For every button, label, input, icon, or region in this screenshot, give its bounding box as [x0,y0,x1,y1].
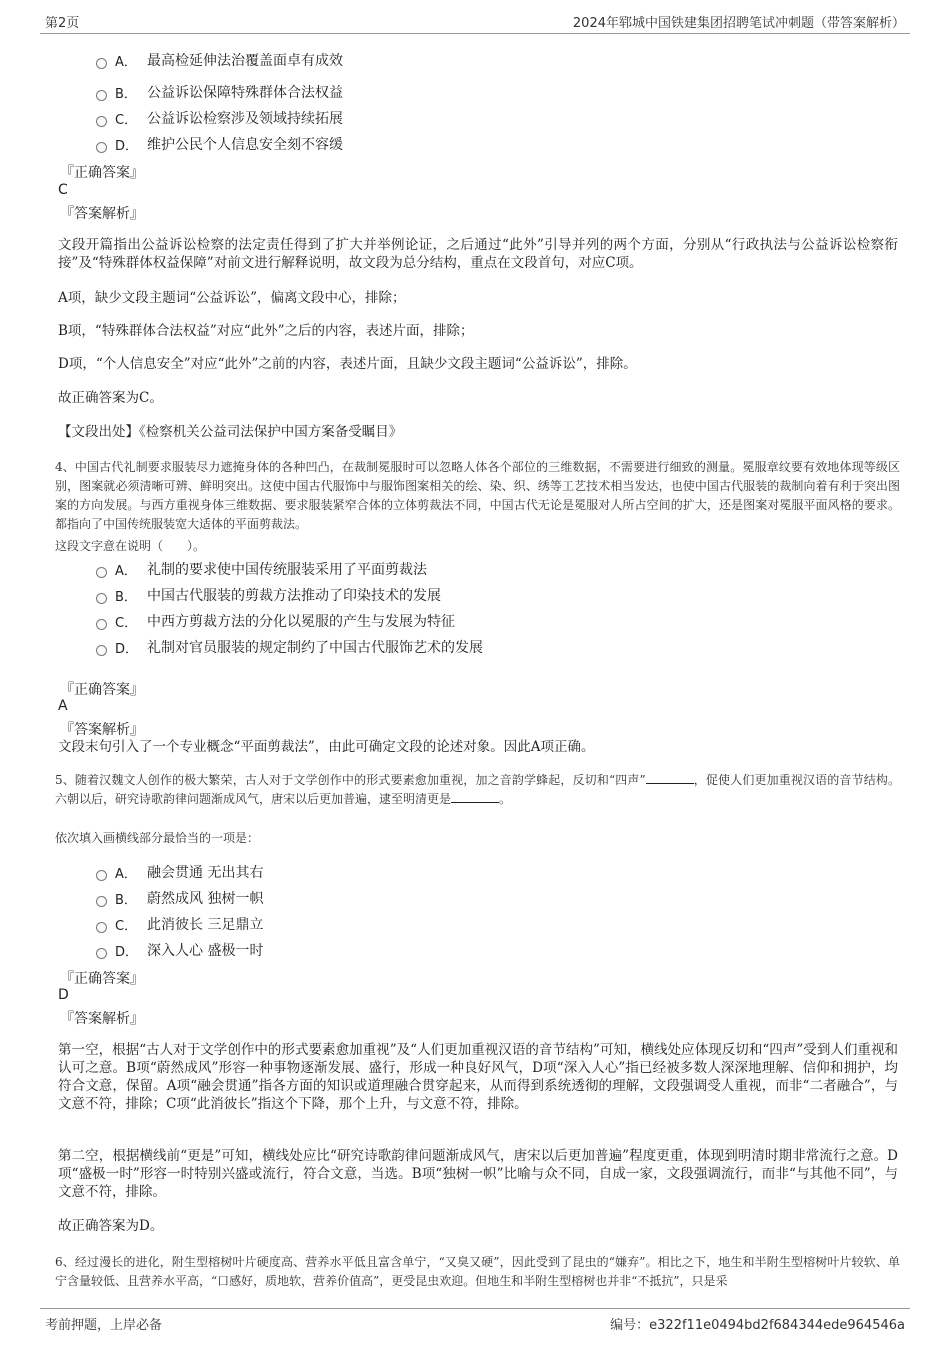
q5-option-b[interactable] [96,886,263,910]
radio-icon[interactable] [96,90,107,101]
fill-blank-1[interactable] [646,772,694,784]
radio-icon[interactable] [96,593,107,604]
q6-stem: 6、经过漫长的进化，附生型榕树叶片硬度高、营养水平低且富含单宁，“又臭又硬”，因此受到了昆虫的“嫌弃”。相比之下，地生和半附生型榕树叶片较软、单宁含量较低、且营养水平高，“口感好，质地软，营养价值高”，更受昆虫欢迎。但地生和半附生型榕树也并非“不抵抗”，只是采 [55,1255,900,1288]
option-letter: A． [115,563,137,579]
header-divider [40,33,910,34]
q3-analysis-main: 文段开篇指出公益诉讼检察的法定责任得到了扩大并举例论证，之后通过“此外”引导并列的两个方面，分别从“行政执法与公益诉讼检察衔接”及“特殊群体权益保障”对前文进行解释说明，故文段为总分结构，重点在文段首句，对应C项。 [58,237,898,271]
option-text: 公益诉讼检察涉及领域持续拓展 [147,111,343,127]
radio-icon[interactable] [96,116,107,127]
q5-stem-part3: 。 [499,792,512,806]
radio-icon[interactable] [96,948,107,959]
q3-analysis-b: B项，“特殊群体合法权益”对应“此外”之后的内容，表述片面，排除； [58,323,474,339]
q5-analysis-tag: 『答案解析』 [60,1011,144,1027]
option-letter: C． [115,112,138,128]
fill-blank-2[interactable] [451,791,499,803]
q5-answer-tag: 『正确答案』 [60,971,144,987]
option-text: 中西方剪裁方法的分化以冕服的产生与发展为特征 [147,614,455,630]
radio-icon[interactable] [96,870,107,881]
radio-icon[interactable] [96,142,107,153]
q5-stem [55,771,900,809]
option-text: 维护公民个人信息安全刻不容缓 [147,137,343,153]
option-text: 礼制的要求使中国传统服装采用了平面剪裁法 [147,562,427,578]
q3-source: 【文段出处】《检察机关公益司法保护中国方案备受瞩目》 [58,424,403,440]
radio-icon[interactable] [96,922,107,933]
q4-analysis-tag: 『答案解析』 [60,722,144,738]
q3-option-a[interactable] [96,48,343,72]
option-letter: D． [115,641,139,657]
radio-icon[interactable] [96,619,107,630]
q4-answer: A [58,698,68,714]
q3-answer: C [58,182,68,198]
q4-option-b[interactable] [96,583,441,607]
q5-conclusion: 故正确答案为D。 [58,1218,164,1234]
radio-icon[interactable] [96,896,107,907]
q5-option-a[interactable] [96,860,263,884]
option-letter: A． [115,866,137,882]
q3-option-d[interactable] [96,132,343,156]
q5-option-d[interactable] [96,938,263,962]
document-title: 2024年郓城中国铁建集团招聘笔试冲刺题（带答案解析） [572,16,905,31]
q4-prompt: 这段文字意在说明（ ）。 [55,539,206,553]
q3-analysis-tag: 『答案解析』 [60,206,144,222]
radio-icon[interactable] [96,567,107,578]
radio-icon[interactable] [96,58,107,69]
q4-answer-tag: 『正确答案』 [60,682,144,698]
q5-option-c[interactable] [96,912,263,936]
q3-conclusion: 故正确答案为C。 [58,390,163,406]
q4-option-d[interactable] [96,635,483,659]
q5-answer: D [58,987,69,1003]
q3-option-c[interactable] [96,106,343,130]
option-text: 公益诉讼保障特殊群体合法权益 [147,85,343,101]
option-letter: C． [115,615,138,631]
footer-slogan: 考前押题，上岸必备 [45,1318,163,1333]
q4-option-c[interactable] [96,609,455,633]
option-text: 融会贯通 无出其右 [147,865,264,881]
option-text: 深入人心 盛极一时 [147,943,264,959]
option-text: 最高检延伸法治覆盖面卓有成效 [147,53,343,69]
q4-stem: 4、中国古代礼制要求服装尽力遮掩身体的各种凹凸，在裁制冕服时可以忽略人体各个部位的三维数据，不需要进行细致的测量。冕服章纹要有效地体现等级区别，图案就必须清晰可辨、鲜明突出。这使中国古代服饰中与服饰图案相关的绘、染、织、绣等工艺技术相当发达，也使中国古代服装的裁制向着有利于突出图案的方向发展。与西方重视身体三维数据、要求服装紧窄合体的立体剪裁法不同，中国古代无论是冕服对人所占空间的扩大，还是图案对冕服平面风格的要求。都指向了中国传统服装宽大适体的平面剪裁法。 [55,460,900,531]
q5-stem-part1: 5、随着汉魏文人创作的极大繁荣，古人对于文学创作中的形式要素愈加重视，加之音韵学蜂起，反切和“四声” [55,773,646,787]
footer-divider [40,1308,910,1309]
q3-analysis-a: A项，缺少文段主题词“公益诉讼”，偏离文段中心，排除； [58,290,406,306]
option-letter: A． [115,54,137,70]
q3-analysis-d: D项，“个人信息安全”对应“此外”之前的内容，表述片面，且缺少文段主题词“公益诉讼”，排除。 [58,356,637,372]
option-letter: D． [115,944,139,960]
document-id: 编号：e322f11e0494bd2f684344ede964546a [610,1318,905,1333]
q3-answer-tag: 『正确答案』 [60,165,144,181]
radio-icon[interactable] [96,645,107,656]
option-letter: D． [115,138,139,154]
option-letter: B． [115,892,137,908]
page-header [0,0,950,34]
option-text: 礼制对官员服装的规定制约了中国古代服饰艺术的发展 [147,640,483,656]
option-letter: C． [115,918,138,934]
page-number: 第2页 [45,16,80,31]
option-letter: B． [115,86,137,102]
q5-analysis-first: 第一空，根据“古人对于文学创作中的形式要素愈加重视”及“人们更加重视汉语的音节结构”可知，横线处应体现反切和“四声”受到人们重视和认可之意。B项“蔚然成风”形容一种事物逐渐发展、盛行，形成一种良好风气，D项“深入人心”指已经被多数人深深地理解、信仰和拥护，均符合文意，保留。A项“融会贯通”指各方面的知识或道理融合贯穿起来，从而得到系统透彻的理解，文段强调受人重视，而非“二者融合”，与文意不符，排除；C项“此消彼长”指这个下降，那个上升，与文意不符，排除。 [58,1042,898,1112]
q4-option-a[interactable] [96,557,427,581]
q4-analysis: 文段末句引入了一个专业概念“平面剪裁法”，由此可确定文段的论述对象。因此A项正确。 [58,739,595,755]
option-text: 中国古代服装的剪裁方法推动了印染技术的发展 [147,588,441,604]
option-letter: B． [115,589,137,605]
option-text: 此消彼长 三足鼎立 [147,917,264,933]
q5-prompt: 依次填入画横线部分最恰当的一项是： [55,831,260,845]
q3-option-b[interactable] [96,80,343,104]
q5-analysis-second: 第二空，根据横线前“更是”可知，横线处应比“研究诗歌韵律问题渐成风气，唐宋以后更加普遍”程度更重，体现到明清时期非常流行之意。D项“盛极一时”形容一时特别兴盛或流行，符合文意，当选。B项“独树一帜”比喻与众不同，自成一家，文段强调流行，而非“与其他不同”，与文意不符，排除。 [58,1148,898,1200]
q5-stem-part2: ，促使人们更加重视汉语的音节结构。六朝以后，研究诗歌韵律问题渐成风气，唐宋以后更加普遍，逮至明清更是 [55,773,900,806]
option-text: 蔚然成风 独树一帜 [147,891,264,907]
